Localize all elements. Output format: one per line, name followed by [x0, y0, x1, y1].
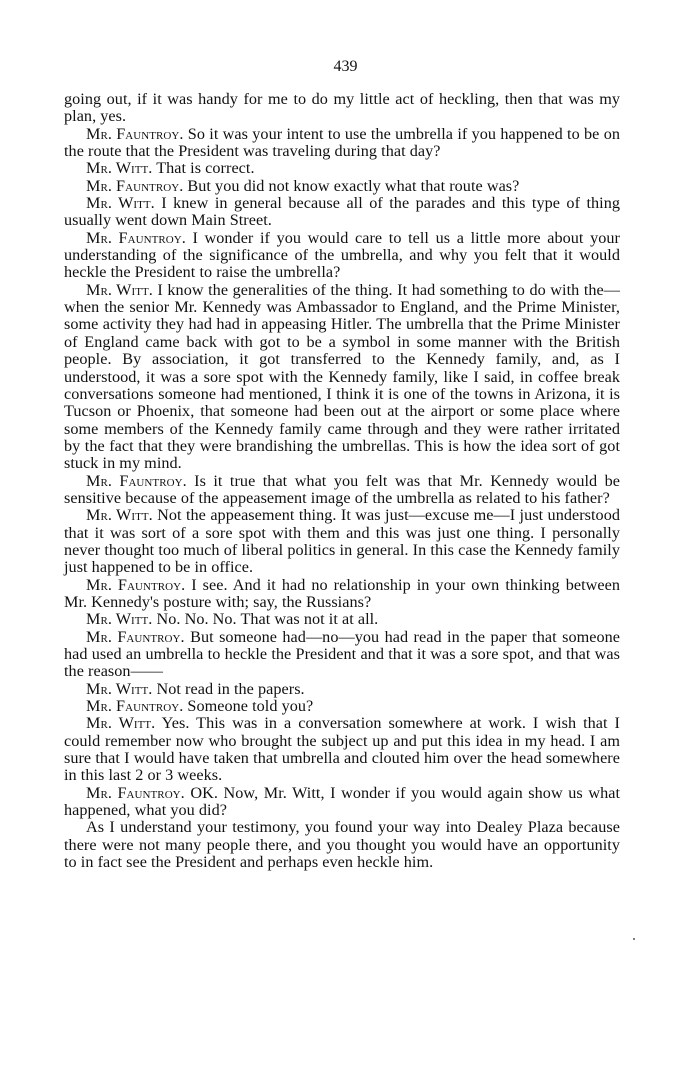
- transcript-paragraph: [64, 473, 620, 508]
- transcript-paragraph: [64, 611, 620, 628]
- paragraph-text: Someone told you?: [183, 697, 314, 716]
- scan-speck: [633, 938, 635, 940]
- speaker-name: Mr. Witt.: [86, 506, 153, 525]
- paragraph-text: OK. Now, Mr. Witt, I wonder if you would again show us what happened, what you did?: [64, 783, 620, 820]
- speaker-name: Mr. Witt.: [86, 280, 153, 299]
- transcript-paragraph: [64, 507, 620, 576]
- transcript-paragraph: [64, 282, 620, 473]
- paragraph-text: No. No. No. That was not it at all.: [152, 610, 379, 629]
- speaker-name: Mr. Witt.: [86, 610, 153, 629]
- transcript-paragraph: [64, 178, 620, 195]
- transcript-paragraph: [64, 785, 620, 820]
- speaker-name: Mr. Fauntroy.: [86, 124, 184, 143]
- speaker-name: Mr. Fauntroy.: [86, 471, 187, 490]
- paragraph-text: That is correct.: [152, 159, 255, 178]
- paragraph-text: Yes. This was in a conversation somewhere at work. I wish that I could remember now who brought the subject up and put this idea in my head. I am sure that I would have taken that umbrella and clouted him over the head somewhere in this last 2 or 3 weeks.: [64, 714, 620, 785]
- paragraph-text: I wonder if you would care to tell us a little more about your understanding of the significance of the umbrella, and why you felt that it would heckle the President to raise the umbrella?: [64, 228, 620, 282]
- speaker-name: Mr. Fauntroy.: [86, 176, 184, 195]
- transcript-paragraph: [64, 195, 620, 230]
- paragraph-text: But someone had—no—you had read in the paper that someone had used an umbrella to heckle the President and that it was a sore spot, and that was the reason——: [64, 627, 620, 681]
- speaker-name: Mr. Fauntroy.: [86, 228, 186, 247]
- paragraph-text: Is it true that what you felt was that Mr. Kennedy would be sensitive because of the appeasement image of the umbrella as related to his father?: [64, 471, 620, 507]
- transcript-paragraph: [64, 230, 620, 282]
- paragraph-text: I see. And it had no relationship in your own thinking between Mr. Kennedy's posture with; say, the Russians?: [64, 575, 620, 611]
- transcript-paragraph: [64, 91, 620, 126]
- transcript-paragraph: [64, 715, 620, 784]
- paragraph-text: But you did not know exactly what that route was?: [183, 176, 520, 195]
- paragraph-text: going out, if it was handy for me to do my little act of heckling, then that was my plan, yes.: [64, 90, 620, 126]
- paragraph-text: Not read in the papers.: [152, 679, 305, 698]
- transcript-paragraph: [64, 577, 620, 612]
- transcript-paragraph: [64, 681, 620, 698]
- speaker-name: Mr. Fauntroy.: [86, 627, 185, 646]
- transcript-paragraph: [64, 126, 620, 161]
- speaker-name: Mr. Witt.: [86, 194, 155, 213]
- speaker-name: Mr. Fauntroy.: [86, 575, 186, 594]
- paragraph-text: I know the generalities of the thing. It had something to do with the—when the senior Mr. Kennedy was Ambassador to England, and the Prime Minister, some activity they had had in appeasing Hitler. The umbrella that the Prime Minister of England came back with got to be a symbol in some manner with the British people. By association, it got transferred to the Kennedy family, and, as I understood, it was a sore spot with the Kennedy family, like I said, in coffee break conversations someone had mentioned, I think it is one of the towns in Arizona, it is Tucson or Phoenix, that someone had been out at the airport or some place where some members of the Kennedy family came through and they were rather irritated by the fact that they were brandishing the umbrellas. This is how the idea sort of got stuck in my mind.: [64, 280, 620, 473]
- speaker-name: Mr. Fauntroy.: [86, 783, 185, 802]
- paragraph-text: So it was your intent to use the umbrella if you happened to be on the route that the President was traveling during that day?: [64, 124, 620, 161]
- transcript-paragraph: [64, 819, 620, 871]
- speaker-name: Mr. Witt.: [86, 714, 156, 733]
- speaker-name: Mr. Witt.: [86, 679, 153, 698]
- paragraph-text: Not the appeasement thing. It was just—excuse me—I just understood that it was sort of a sore spot with them and this was just one thing. I personally never thought too much of liberal politics in general. In this case the Kennedy family just happened to be in office.: [64, 506, 620, 577]
- transcript-paragraph: [64, 629, 620, 681]
- paragraph-text: I knew in general because all of the parades and this type of thing usually went down Main Street.: [64, 194, 620, 230]
- page-number: 439: [333, 58, 358, 75]
- speaker-name: Mr. Witt.: [86, 159, 153, 178]
- transcript-paragraph: [64, 698, 620, 715]
- transcript-body: [64, 91, 620, 871]
- paragraph-text: As I understand your testimony, you found your way into Dealey Plaza because there were not many people there, and you thought you would have an opportunity to in fact see the President and perhaps even heckle him.: [64, 818, 620, 872]
- speaker-name: Mr. Fauntroy.: [86, 697, 184, 716]
- transcript-paragraph: [64, 160, 620, 177]
